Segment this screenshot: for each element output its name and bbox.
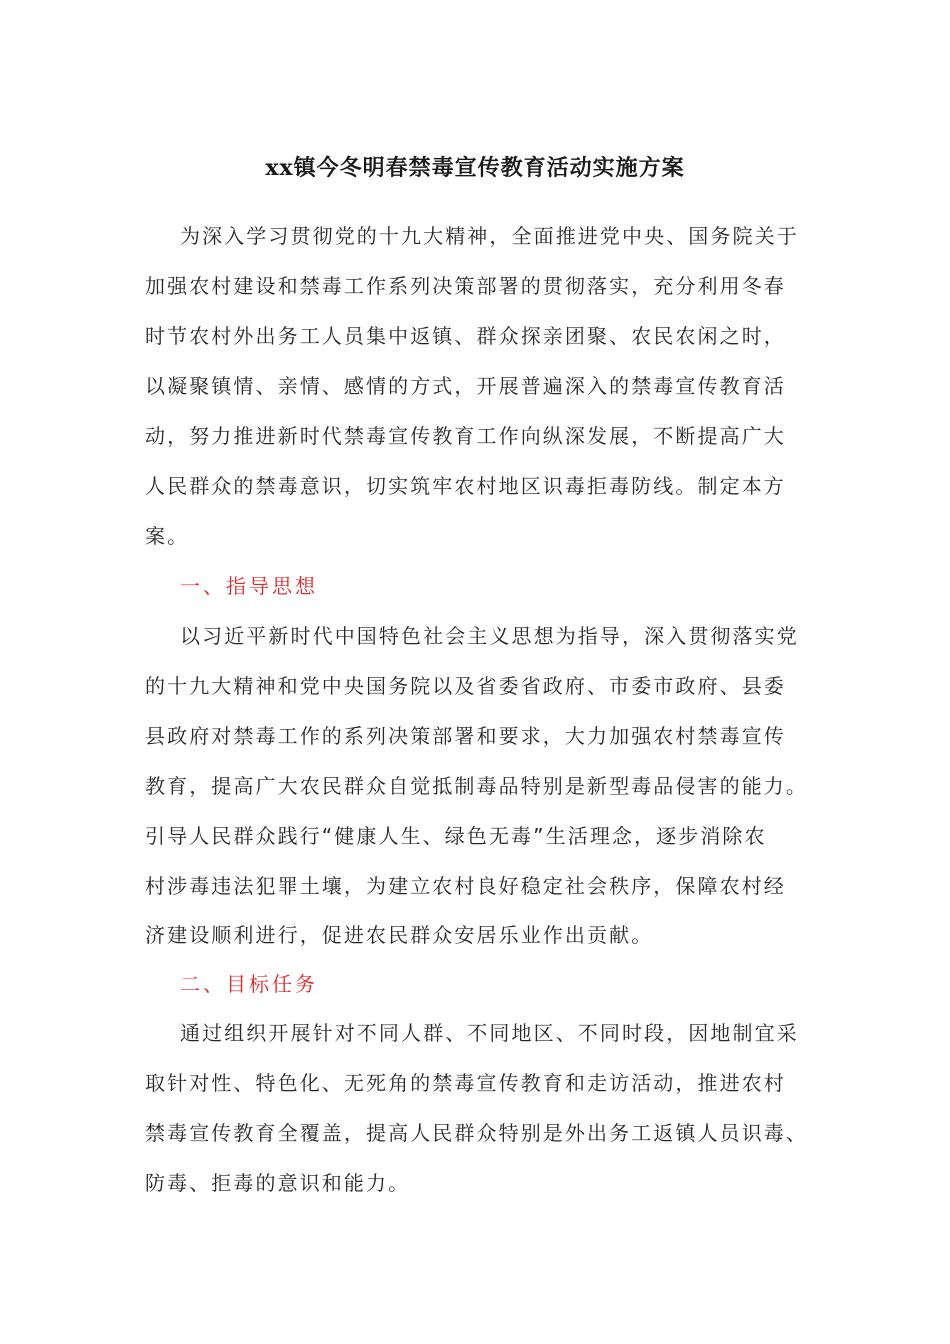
intro-line: 以凝聚镇情、亲情、感情的方式，开展普遍深入的禁毒宣传教育活 — [145, 374, 786, 398]
section1-line: 济建设顺利进行，促进农民群众安居乐业作出贡献。 — [145, 923, 654, 947]
section1-line: 村涉毒违法犯罪土壤，为建立农村良好稳定社会秩序，保障农村经 — [145, 874, 786, 898]
section1-line: 教育，提高广大农民群众自觉抵制毒品特别是新型毒品侵害的能力。 — [145, 774, 808, 798]
section2-line: 通过组织开展针对不同人群、不同地区、不同时段，因地制宜采 — [180, 1021, 799, 1045]
section1-line: 引导人民群众践行“健康人生、绿色无毒”生活理念，逐步消除农 — [145, 824, 767, 848]
intro-line: 加强农村建设和禁毒工作系列决策部署的贯彻落实，充分利用冬春 — [145, 274, 786, 298]
section2-line: 取针对性、特色化、无死角的禁毒宣传教育和走访活动，推进农村 — [145, 1071, 786, 1095]
section1-line: 以习近平新时代中国特色社会主义思想为指导，深入贯彻落实党 — [180, 624, 799, 648]
document-title: xx镇今冬明春禁毒宣传教育活动实施方案 — [265, 155, 685, 181]
intro-line: 人民群众的禁毒意识，切实筑牢农村地区识毒拒毒防线。制定本方 — [145, 474, 786, 498]
section1-line: 县政府对禁毒工作的系列决策部署和要求，大力加强农村禁毒宣传 — [145, 724, 786, 748]
intro-line: 为深入学习贯彻党的十九大精神，全面推进党中央、国务院关于 — [180, 224, 799, 248]
section-heading-goals-tasks: 二、目标任务 — [180, 972, 318, 996]
section2-line: 禁毒宣传教育全覆盖，提高人民群众特别是外出务工返镇人员识毒、 — [145, 1121, 808, 1145]
section-heading-guiding-ideology: 一、指导思想 — [180, 574, 318, 598]
intro-line: 案。 — [145, 524, 190, 548]
section1-line: 的十九大精神和党中央国务院以及省委省政府、市委市政府、县委 — [145, 674, 786, 698]
intro-line: 时节农村外出务工人员集中返镇、群众探亲团聚、农民农闲之时， — [145, 324, 786, 348]
section2-line: 防毒、拒毒的意识和能力。 — [145, 1171, 411, 1195]
intro-line: 动，努力推进新时代禁毒宣传教育工作向纵深发展，不断提高广大 — [145, 424, 786, 448]
